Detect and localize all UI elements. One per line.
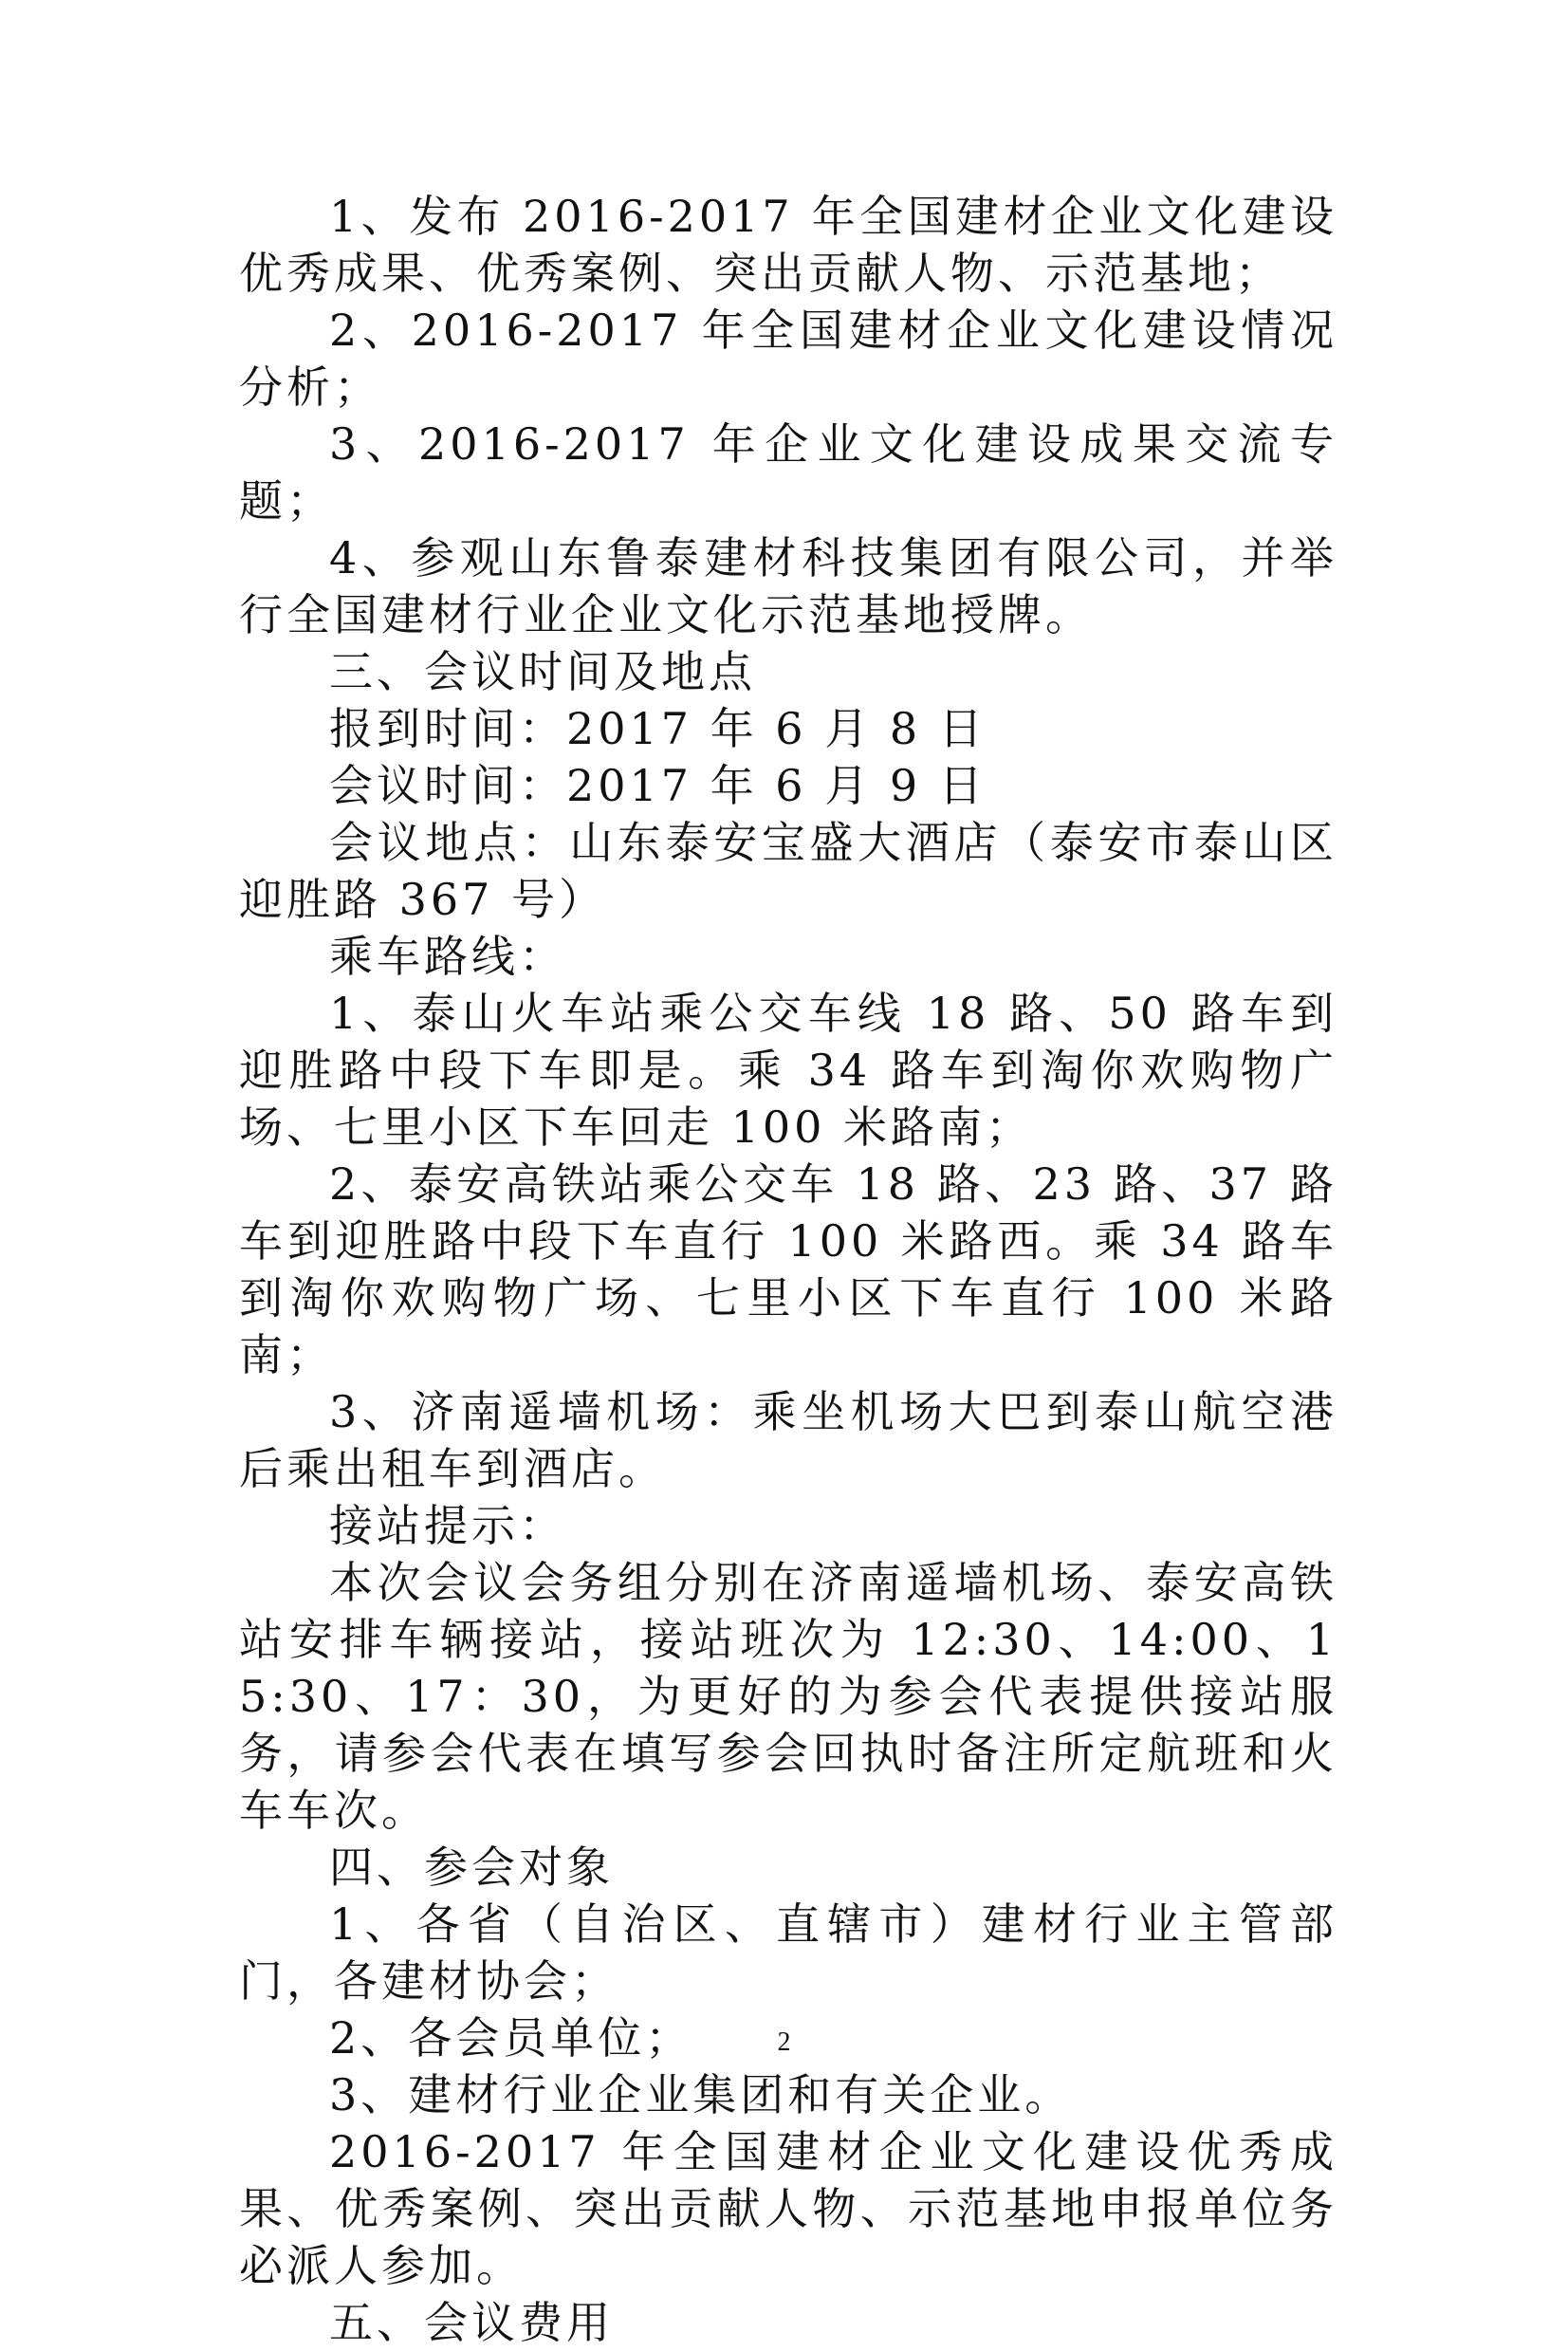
transport-route-2: 2、泰安高铁站乘公交车 18 路、23 路、37 路车到迎胜路中段下车直行 100 米路西。乘 34 路车到淘你欢购物广场、七里小区下车直行 100 米路南；: [239, 1158, 1337, 1380]
pickup-heading: 接站提示：: [329, 1500, 566, 1551]
section-heading-attendees: 四、参会对象: [329, 1842, 614, 1893]
attendee-item-2: 2、各会员单位；: [329, 2012, 693, 2064]
agenda-item-3: 3、2016-2017 年企业文化建设成果交流专题；: [239, 418, 1337, 527]
agenda-item-1: 1、发布 2016-2017 年全国建材企业文化建设优秀成果、优秀案例、突出贡献人物、示范基地；: [239, 191, 1337, 299]
registration-time: 报到时间：2017 年 6 月 8 日: [329, 703, 987, 754]
pickup-details: 本次会议会务组分别在济南遥墙机场、泰安高铁站安排车辆接站，接站班次为 12:30、14:00、15:30、17：30，为更好的为参会代表提供接站服务，请参会代表在填写参会回执时备注所定航班和火车车次。: [239, 1557, 1337, 1836]
transport-heading: 乘车路线：: [329, 931, 566, 982]
transport-route-1: 1、泰山火车站乘公交车线 18 路、50 路车到迎胜路中段下车即是。乘 34 路车到淘你欢购物广场、七里小区下车回走 100 米路南；: [239, 988, 1337, 1153]
attendee-item-3: 3、建材行业企业集团和有关企业。: [329, 2069, 1073, 2120]
document-body: [239, 188, 1337, 2351]
agenda-item-2: 2、2016-2017 年全国建材企业文化建设情况分析；: [239, 305, 1337, 413]
page-number: 2: [777, 2027, 791, 2057]
agenda-item-4: 4、参观山东鲁泰建材科技集团有限公司，并举行全国建材行业企业文化示范基地授牌。: [239, 532, 1337, 640]
meeting-time: 会议时间：2017 年 6 月 9 日: [329, 760, 987, 811]
meeting-location: 会议地点：山东泰安宝盛大酒店（泰安市泰山区迎胜路 367 号）: [239, 817, 1337, 925]
attendance-requirement: 2016-2017 年全国建材企业文化建设优秀成果、优秀案例、突出贡献人物、示范基地申报单位务必派人参加。: [239, 2126, 1337, 2291]
attendee-item-1: 1、各省（自治区、直辖市）建材行业主管部门，各建材协会；: [239, 1898, 1337, 2007]
section-heading-time-place: 三、会议时间及地点: [329, 646, 756, 697]
transport-route-3: 3、济南遥墙机场：乘坐机场大巴到泰山航空港后乘出租车到酒店。: [239, 1386, 1337, 1494]
section-heading-fees: 五、会议费用: [329, 2297, 614, 2348]
